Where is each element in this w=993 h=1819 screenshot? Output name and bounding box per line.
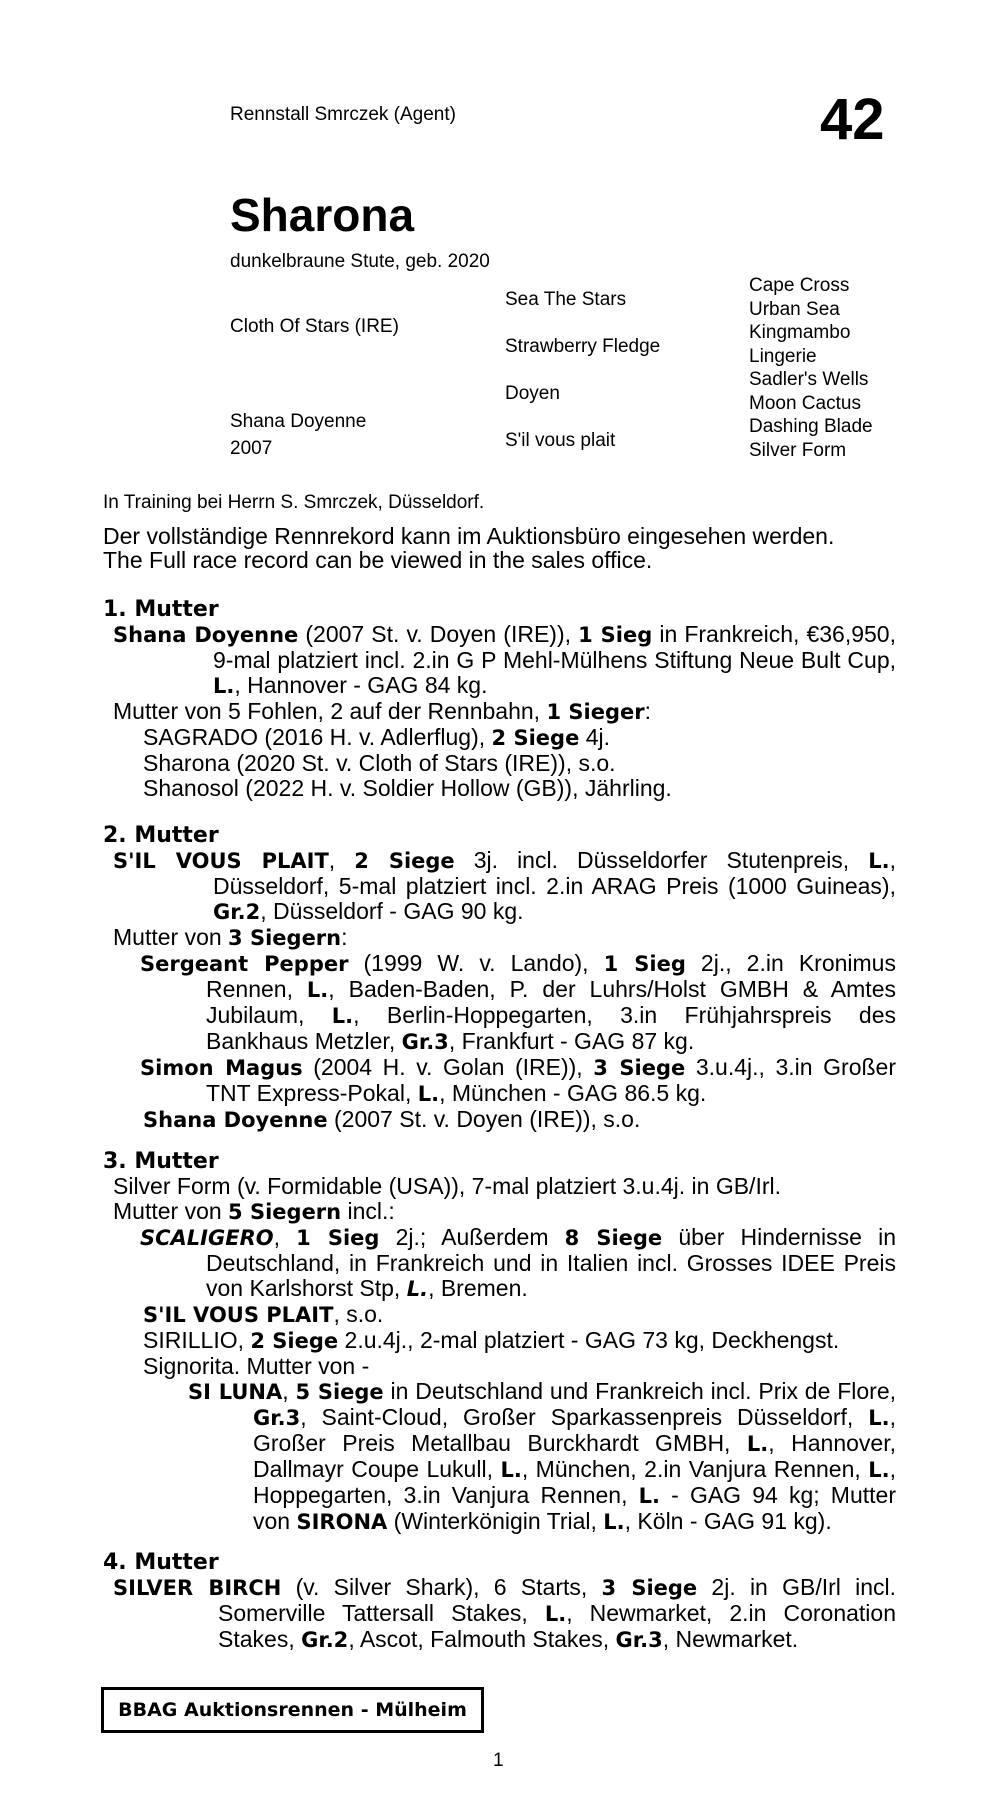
dam-record: S'IL VOUS PLAIT, 2 Siege 3j. incl. Düsseldorfer Stutenpreis, L., Düsseldorf, 5-mal platziert incl. 2.in ARAG Preis (1000 Guineas), Gr.2, Düsseldorf - GAG 90 kg. <box>113 847 897 924</box>
section-heading: 1. Mutter <box>103 597 219 622</box>
pedigree-gen3-2: Urban Sea <box>749 299 840 320</box>
foal-entry: Shanosol (2022 H. v. Soldier Hollow (GB)), Jährling. <box>143 775 672 801</box>
training-note: In Training bei Herrn S. Smrczek, Düsseldorf. <box>103 492 485 513</box>
pedigree-gen3-5: Sadler's Wells <box>749 369 869 390</box>
horse-description: dunkelbraune Stute, geb. 2020 <box>230 251 490 272</box>
pedigree-sire: Cloth Of Stars (IRE) <box>230 316 399 337</box>
offspring-entry: Sergeant Pepper (1999 W. v. Lando), 1 Sieg 2j., 2.in Kronimus Rennen, L., Baden-Baden, P. der Luhrs/Holst GMBH & Amtes Jubilaum, L., Berlin-Hoppegarten, 3.in Frühjahrspreis des Bankhaus Metzler, Gr.3, Frankfurt - GAG 87 kg. <box>140 950 896 1054</box>
section-heading: 3. Mutter <box>103 1149 219 1174</box>
record-note-de: Der vollständige Rennrekord kann im Auktionsbüro eingesehen werden. <box>103 523 835 549</box>
produce-summary: Mutter von 5 Siegern incl.: <box>113 1198 395 1224</box>
pedigree-dam-sire: Doyen <box>505 383 560 404</box>
pedigree-gen3-8: Silver Form <box>749 440 847 461</box>
offspring-entry: S'IL VOUS PLAIT, s.o. <box>143 1301 384 1327</box>
pedigree-gen3-1: Cape Cross <box>749 275 850 296</box>
grand-offspring-entry: SI LUNA, 5 Siege in Deutschland und Frankreich incl. Prix de Flore, Gr.3, Saint-Cloud, Großer Sparkassenpreis Düsseldorf, L., Großer Preis Metallbau Burckhardt GMBH, L., Hannover, Dallmayr Coupe Lukull, L., München, 2.in Vanjura Rennen, L., Hoppegarten, 3.in Vanjura Rennen, L. - GAG 94 kg; Mutter von SIRONA (Winterkönigin Trial, L., Köln - GAG 91 kg). <box>188 1378 897 1534</box>
pedigree-sire-sire: Sea The Stars <box>505 289 627 310</box>
offspring-entry: Simon Magus (2004 H. v. Golan (IRE)), 3 Siege 3.u.4j., 3.in Großer TNT Express-Pokal, L., München - GAG 86.5 kg. <box>140 1054 897 1106</box>
pedigree-dam: Shana Doyenne <box>230 411 367 432</box>
section-heading: 4. Mutter <box>103 1550 219 1575</box>
dam-record: SILVER BIRCH (v. Silver Shark), 6 Starts, 3 Siege 2j. in GB/Irl incl. Somerville Tattersall Stakes, L., Newmarket, 2.in Coronation Stakes, Gr.2, Ascot, Falmouth Stakes, Gr.3, Newmarket. <box>113 1574 897 1652</box>
record-note-en: The Full race record can be viewed in the sales office. <box>103 547 653 573</box>
pedigree-gen3-4: Lingerie <box>749 346 817 367</box>
offspring-entry: Signorita. Mutter von - <box>143 1353 370 1379</box>
section-second-dam <box>103 823 896 1133</box>
pedigree-dam-dam: S'il vous plait <box>505 430 616 451</box>
produce-summary: Mutter von 5 Fohlen, 2 auf der Rennbahn, 1 Sieger: <box>113 698 651 724</box>
consignor: Rennstall Smrczek (Agent) <box>230 104 456 125</box>
foal-entry: SAGRADO (2016 H. v. Adlerflug), 2 Siege 4j. <box>143 724 610 750</box>
pedigree-dam-year: 2007 <box>230 438 273 459</box>
page-number: 1 <box>493 1750 504 1771</box>
offspring-entry: SCALIGERO, 1 Sieg 2j.; Außerdem 8 Siege über Hindernisse in Deutschland, in Frankreich und in Italien incl. Grosses IDEE Preis von Karlshorst Stp, L., Bremen. <box>140 1224 897 1301</box>
pedigree-gen3-7: Dashing Blade <box>749 416 873 437</box>
foal-entry: Sharona (2020 St. v. Cloth of Stars (IRE)), s.o. <box>143 750 616 776</box>
dam-record: Shana Doyenne (2007 St. v. Doyen (IRE)), 1 Sieg in Frankreich, €36,950, 9-mal platziert incl. 2.in G P Mehl-Mülhens Stiftung Neue Bult Cup, L., Hannover - GAG 84 kg. <box>113 621 896 698</box>
produce-summary: Mutter von 3 Siegern: <box>113 924 348 950</box>
race-eligibility-box: BBAG Auktionsrennen - Mülheim <box>101 1687 484 1733</box>
offspring-entry: SIRILLIO, 2 Siege 2.u.4j., 2-mal platziert - GAG 73 kg, Deckhengst. <box>143 1327 840 1353</box>
section-third-dam <box>103 1149 896 1535</box>
horse-name: Sharona <box>230 189 415 241</box>
section-first-dam <box>103 597 896 801</box>
offspring-entry: Shana Doyenne (2007 St. v. Doyen (IRE)), s.o. <box>143 1106 641 1132</box>
pedigree-sire-dam: Strawberry Fledge <box>505 336 661 357</box>
lot-number: 42 <box>820 87 885 152</box>
pedigree-gen3-3: Kingmambo <box>749 322 851 343</box>
pedigree-gen3-6: Moon Cactus <box>749 393 861 414</box>
dam-record: Silver Form (v. Formidable (USA)), 7-mal platziert 3.u.4j. in GB/Irl. <box>113 1173 781 1199</box>
section-fourth-dam <box>103 1550 896 1653</box>
section-heading: 2. Mutter <box>103 823 219 848</box>
